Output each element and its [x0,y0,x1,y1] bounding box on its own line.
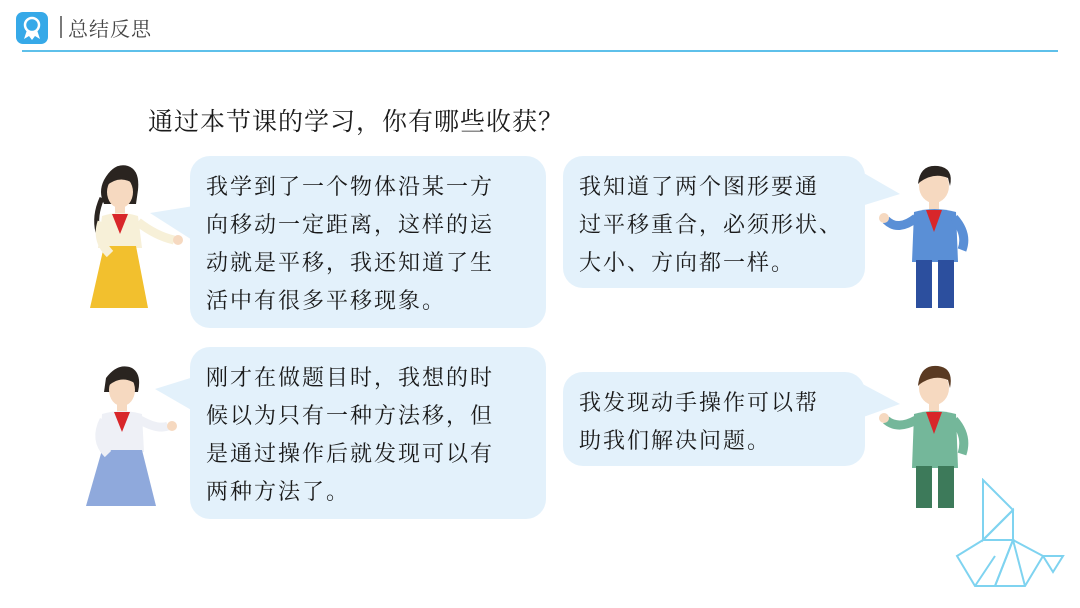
speech-bubble-top-right [563,156,865,288]
bubble-line: 是通过操作后就发现可以有 [206,442,495,467]
bubble-line: 动就是平移，我还知道了生 [206,251,495,276]
header-rule [22,50,1058,52]
boy-blue-shirt-illustration [878,160,973,310]
discussion-question: 通过本节课的学习，你有哪些收获？ [148,107,565,136]
speech-bubble-bottom-right [563,372,865,466]
slide-header [0,0,1080,56]
bubble-line: 向移动一定距离，这样的运 [206,213,495,238]
speech-bubble-top-left [190,156,546,328]
girl-yellow-dress-illustration [80,160,190,310]
girl-blue-skirt-illustration [80,360,185,510]
bubble-line: 我发现动手操作可以帮 [579,391,820,416]
bubble-line: 我知道了两个图形要通 [579,175,820,200]
bubble-line: 刚才在做题目时，我想的时 [206,366,495,391]
bubble-line: 活中有很多平移现象。 [206,289,447,314]
bubble-line: 我学到了一个物体沿某一方 [206,175,495,200]
bubble-line: 两种方法了。 [206,480,351,505]
section-title: 总结反思 [68,17,152,41]
ribbon-badge-icon [16,12,48,44]
title-divider [60,16,62,38]
bubble-line: 大小、方向都一样。 [579,251,796,276]
tangram-decoration-icon [955,478,1065,590]
speech-bubble-bottom-left [190,347,546,519]
bubble-line: 助我们解决问题。 [579,429,772,454]
bubble-line: 候以为只有一种方法移，但 [206,404,495,429]
bubble-line: 过平移重合，必须形状、 [579,213,844,238]
